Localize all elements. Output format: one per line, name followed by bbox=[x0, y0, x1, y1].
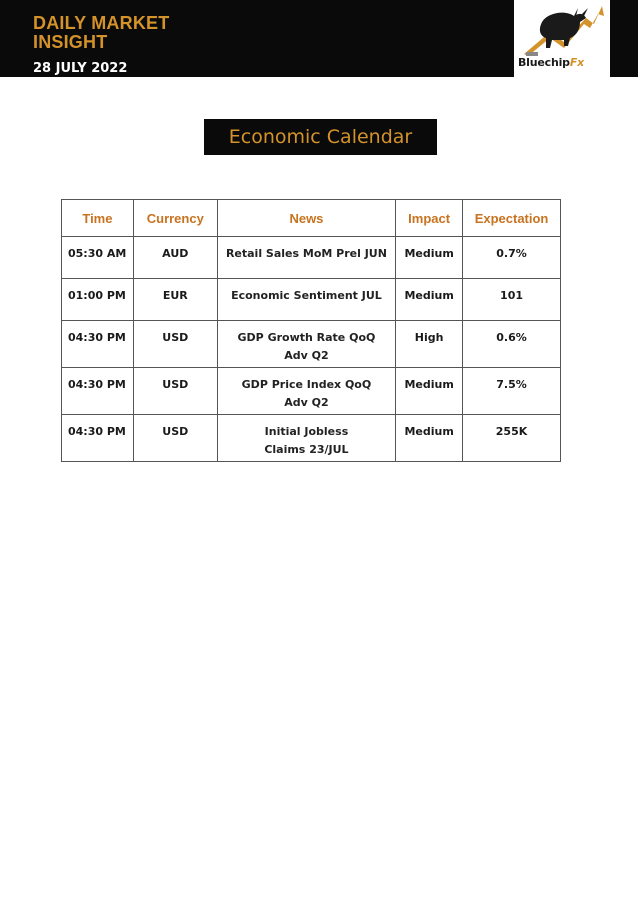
column-header-time: Time bbox=[62, 200, 134, 237]
cell-impact: Medium bbox=[396, 415, 463, 462]
cell-currency: USD bbox=[133, 415, 217, 462]
cell-news-line: GDP Price Index QoQ bbox=[241, 378, 372, 391]
cell-news-line: Retail Sales MoM Prel JUN bbox=[225, 247, 387, 260]
bull-icon bbox=[520, 2, 606, 58]
cell-impact: Medium bbox=[396, 368, 463, 415]
cell-time: 04:30 PM bbox=[62, 368, 134, 415]
cell-time: 04:30 PM bbox=[62, 321, 134, 368]
cell-news-line: Adv Q2 bbox=[284, 349, 329, 362]
cell-news bbox=[217, 321, 395, 368]
cell-news-line: Economic Sentiment JUL bbox=[231, 289, 382, 302]
cell-impact: High bbox=[396, 321, 463, 368]
section-title: Economic Calendar bbox=[204, 119, 437, 155]
report-date: 28 JULY 2022 bbox=[33, 61, 128, 76]
cell-expectation: 7.5% bbox=[463, 368, 561, 415]
cell-impact: Medium bbox=[396, 279, 463, 321]
economic-calendar-table bbox=[61, 199, 561, 462]
table-row bbox=[62, 321, 561, 368]
logo-wordmark-suffix: Fx bbox=[569, 56, 585, 69]
page-header bbox=[0, 0, 638, 77]
cell-currency: USD bbox=[133, 368, 217, 415]
cell-impact: Medium bbox=[396, 237, 463, 279]
cell-currency: USD bbox=[133, 321, 217, 368]
cell-expectation: 255K bbox=[463, 415, 561, 462]
cell-news bbox=[217, 368, 395, 415]
column-header-news: News bbox=[217, 200, 395, 237]
cell-expectation: 101 bbox=[463, 279, 561, 321]
table-row bbox=[62, 415, 561, 462]
report-title-line1: DAILY MARKET bbox=[33, 13, 170, 33]
bluechipfx-logo bbox=[514, 0, 610, 77]
cell-news-line: Adv Q2 bbox=[284, 396, 329, 409]
cell-time: 04:30 PM bbox=[62, 415, 134, 462]
report-title-line2: INSIGHT bbox=[33, 32, 108, 52]
logo-wordmark-main: Bluechip bbox=[518, 56, 570, 69]
logo-wordmark bbox=[518, 56, 584, 69]
table-row bbox=[62, 368, 561, 415]
cell-news bbox=[217, 237, 395, 279]
cell-expectation: 0.6% bbox=[463, 321, 561, 368]
cell-time: 05:30 AM bbox=[62, 237, 134, 279]
column-header-expectation: Expectation bbox=[463, 200, 561, 237]
cell-time: 01:00 PM bbox=[62, 279, 134, 321]
cell-expectation: 0.7% bbox=[463, 237, 561, 279]
report-title bbox=[33, 14, 169, 52]
column-header-impact: Impact bbox=[396, 200, 463, 237]
cell-news-line: Claims 23/JUL bbox=[264, 443, 349, 456]
column-header-currency: Currency bbox=[133, 200, 217, 237]
table-row bbox=[62, 237, 561, 279]
cell-news bbox=[217, 415, 395, 462]
cell-news-line: Initial Jobless bbox=[264, 425, 349, 438]
cell-currency: AUD bbox=[133, 237, 217, 279]
table-row bbox=[62, 279, 561, 321]
cell-currency: EUR bbox=[133, 279, 217, 321]
cell-news bbox=[217, 279, 395, 321]
cell-news-line: GDP Growth Rate QoQ bbox=[237, 331, 376, 344]
table-header-row bbox=[62, 200, 561, 237]
